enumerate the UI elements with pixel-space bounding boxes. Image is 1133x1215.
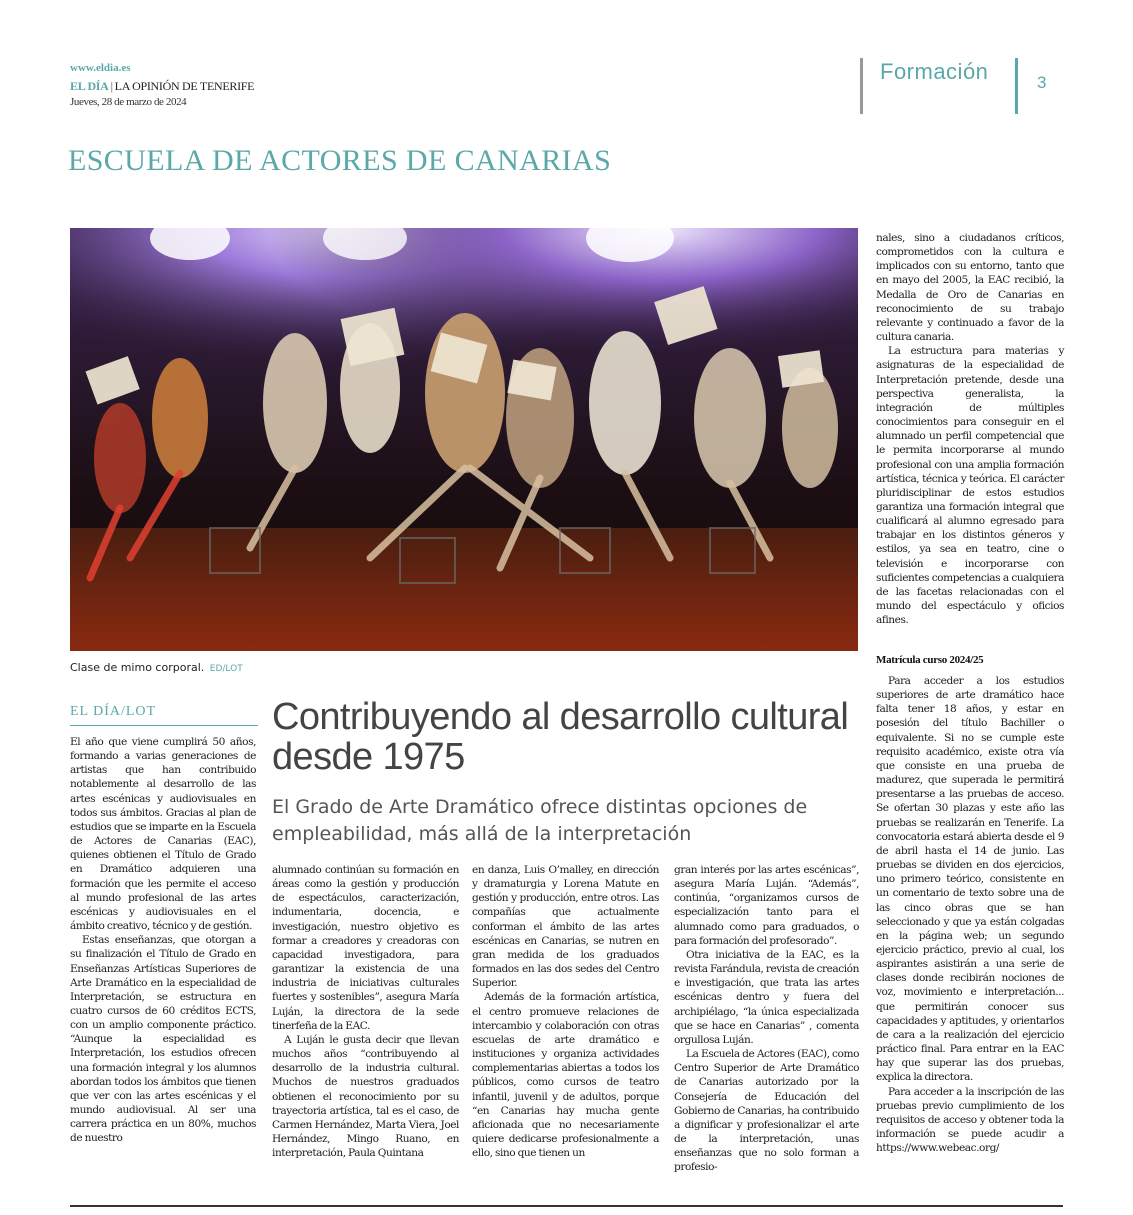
paragraph: Para acceder a los estudios superiores de arte dramático hace falta tener 18 años, y estar en posesión del título Bachiller o equivalente. Si no se cumple este requisito académico, existe otra vía que consiste en una prueba de madurez, que superada le permitirá presentarse a las pruebas de acceso. Se ofertan 30 plazas y este año las pruebas se realizarán en Tenerife. La convocatoria estará abierta desde el 9 de abril hasta el 14 de junio. Las pruebas se dividen en dos ejercicios, uno primero teórico, consistente en un comentario de texto sobre una de las cinco obras que se han seleccionado y que ya están colgadas en la página web; un segundo ejercicio práctico, previo al cual, los aspirantes asistirán a una serie de clases donde recibirán nociones de voz, movimiento e interpretación... que permitirán conocer sus capacidades y aptitudes, y orientarlos de cara a la realización del ejercicio práctico final. Para entrar en la EAC hay que superar las dos pruebas, explica la directora.	[876, 675, 1064, 1084]
body-column-2	[272, 863, 459, 1183]
page-number: 3	[1037, 73, 1047, 92]
paragraph: en danza, Luis O’malley, en dirección y dramaturgia y Lorena Matute en gestión y producción, entre otros. Las compañías que actualmente conforman el ámbito de las artes escénicas en Canarias, se nutren en gran medida de los graduados formados en las dos sedes del Centro Superior.	[472, 864, 659, 990]
subhead-enrollment: Matrícula curso 2024/25	[876, 654, 984, 666]
paper-name: LA OPINIÓN DE TENERIFE	[114, 79, 255, 93]
site-url[interactable]: www.eldia.es	[70, 62, 131, 74]
byline: EL DÍA/LOT	[70, 704, 157, 719]
paragraph: La Escuela de Actores (EAC), como Centro Superior de Arte Dramático de Canarias autorizado por la Consejería de Educación del Gobierno de Canarias, ha contribuido a dignificar y profesionalizar el arte de la interpretación, unas enseñanzas que no solo forman a profesio-	[674, 1048, 859, 1174]
body-column-5	[876, 231, 1064, 651]
caption-text: Clase de mimo corporal.	[70, 661, 205, 674]
footer-rule	[70, 1205, 1063, 1207]
paragraph: La estructura para materias y asignaturas de la especialidad de Interpretación pretende, desde una perspectiva generalista, la integración de múltiples conocimientos para conseguir en el alumnado un perfil competencial que le permita incorporarse al mundo profesional con una amplia formación artística, técnica y teórica. El carácter pluridisciplinar de estos estudios garantiza una formación integral que cualificará al alumno egresado para trabajar en los distintos géneros y estilos, ya sea en teatro, cine o televisión e incorporarse con suficientes competencias a cualquiera de las facetas relacionadas con el mundo del espectáculo y oficios afines.	[876, 345, 1064, 627]
body-column-5-continued	[876, 674, 1064, 1184]
section-divider-left	[860, 58, 863, 114]
body-column-1	[70, 735, 256, 1183]
brand-name: EL DÍA	[70, 79, 109, 93]
paragraph: Para acceder a la inscripción de las pruebas previo cumplimiento de los requisitos de acceso y obtener toda la información se puede acudir a https://www.webeac.org/	[876, 1085, 1064, 1155]
photo-credit: ED/LOT	[209, 664, 243, 674]
stage-photo-illustration	[70, 228, 858, 651]
article-photo	[70, 228, 858, 651]
headline: Contribuyendo al desarrollo cultural desde 1975	[272, 696, 849, 778]
photo-caption	[70, 661, 243, 674]
byline-rule	[70, 725, 258, 726]
paragraph: gran interés por las artes escénicas”, asegura María Luján. “Además”, continúa, “organizamos cursos de especialización tanto para el alumnado como para graduados, o para formación del profesorado”.	[674, 864, 859, 947]
paragraph: Además de la formación artística, el centro promueve relaciones de intercambio y colaboración con otras escuelas de arte dramático e instituciones y organiza actividades complementarias abiertas a todos los públicos, como cursos de teatro infantil, juvenil y de adultos, porque “en Canarias hay mucha gente aficionada que no necesariamente quiere dedicarse profesionalmente a ello, sino que tienen un	[472, 991, 659, 1160]
paragraph: alumnado continúan su formación en áreas como la gestión y producción de espectáculos, caracterización, indumentaria, docencia, e investigación, nuestro objetivo es formar a creadores y creadoras con capacidad investigadora, para garantizar la existencia de una industria de iniciativas culturales fuertes y sostenibles”, asegura María Luján, la directora de la sede tinerfeña de la EAC.	[272, 864, 459, 1032]
paragraph: nales, sino a ciudadanos críticos, comprometidos con la cultura e implicados con su entorno, tanto que en mayo del 2005, la EAC recibió, la Medalla de Oro de Canarias en reconocimiento de su trabajo relevante y continuado a favor de la cultura canaria.	[876, 232, 1064, 344]
paragraph: A Luján le gusta decir que llevan muchos años “contribuyendo al desarrollo de la industria cultural. Muchos de nuestros graduados obtienen el reconocimiento por su trayectoria artística, tal es el caso, de Carmen Hernández, Marta Viera, Joel Hernández, Mingo Ruano, en interpretación, Paula Quintana	[272, 1033, 459, 1160]
subheadline: El Grado de Arte Dramático ofrece distintas opciones de empleabilidad, más allá de la interpretación	[272, 796, 808, 845]
publication-date: Jueves, 28 de marzo de 2024	[70, 96, 187, 108]
paragraph: El año que viene cumplirá 50 años, formando a varias generaciones de artistas que han contribuido notablemente al desarrollo de las artes escénicas y audiovisuales en todos sus ámbitos. Gracias al plan de estudios que se imparte en la Escuela de Actores de Canarias (EAC), quienes obtienen el Título de Grado en Dramático adquieren una formación que les permite el acceso al mundo profesional de las artes escénicas y audiovisuales en el ámbito creativo, técnico y de gestión.	[70, 736, 256, 933]
section-name: Formación	[880, 59, 989, 84]
section-divider-right	[1015, 58, 1018, 114]
body-column-4	[674, 863, 859, 1183]
section-title: ESCUELA DE ACTORES DE CANARIAS	[68, 144, 612, 177]
masthead-separator: |	[110, 79, 113, 93]
paragraph: Otra iniciativa de la EAC, es la revista Farándula, revista de creación e investigación, que trata las artes escénicas dentro y fuera del archipiélago, “la única especializada que se hace en Canarias” , comenta orgullosa Luján.	[674, 948, 859, 1046]
masthead	[70, 79, 254, 94]
paragraph: Estas enseñanzas, que otorgan a su finalización el Título de Grado en Enseñanzas Artísticas Superiores de Arte Dramático en la especialidad de Interpretación, se estructura en cuatro cursos de 60 créditos ECTS, con un amplio componente práctico. “Aunque la especialidad es Interpretación, los estudios ofrecen una formación integral y los alumnos abordan todos los ámbitos que tienen que ver con las artes escénicas y el mundo audiovisual. Al ser una carrera práctica en un 80%, muchos de nuestro	[70, 934, 256, 1145]
body-column-3	[472, 863, 659, 1183]
